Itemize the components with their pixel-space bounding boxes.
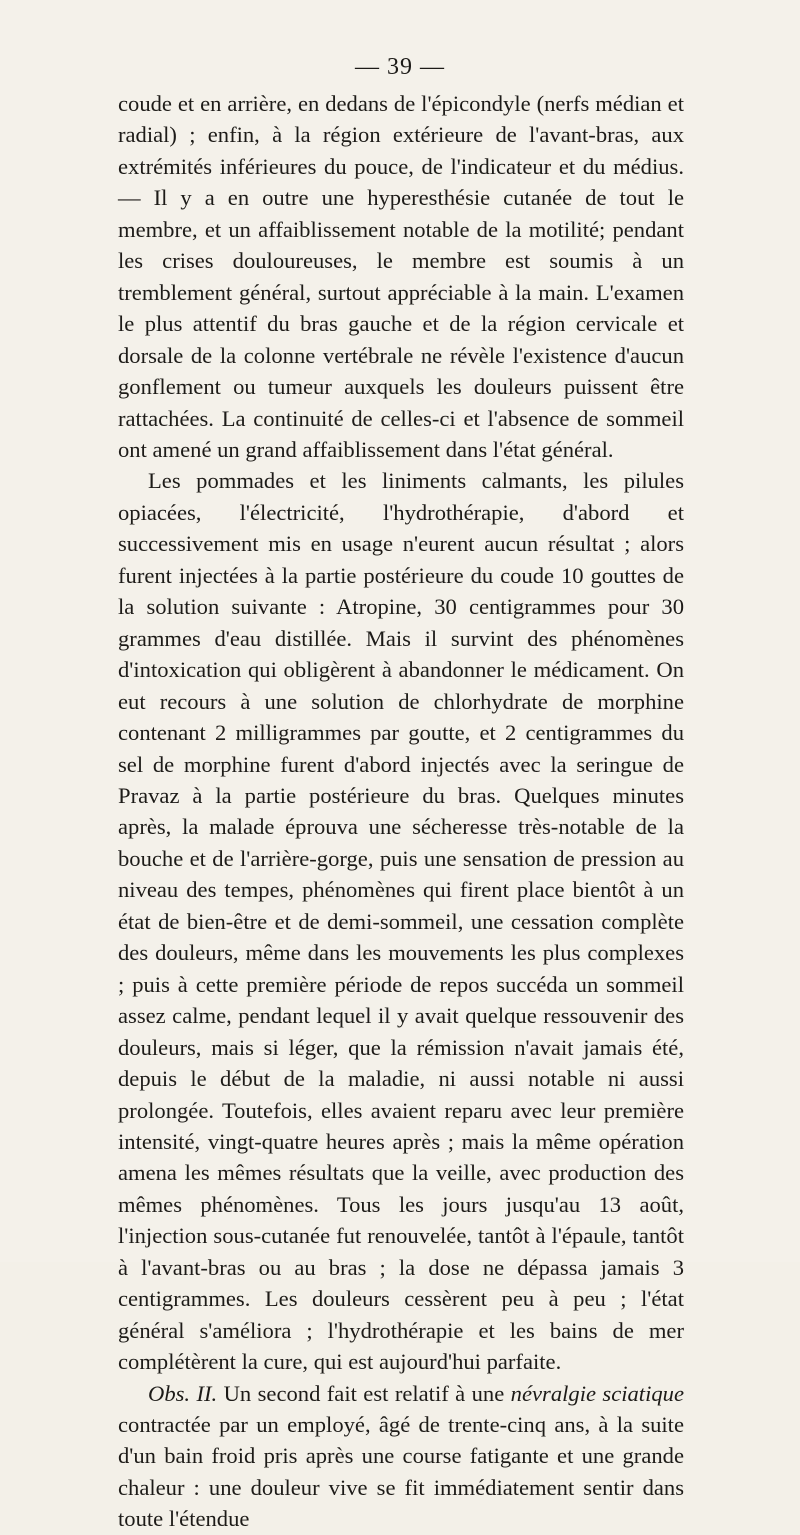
paragraph-2: Les pommades et les liniments calmants, les pilules opiacées, l'électricité, l'hydrothérapie, d'abord et successivement mis en usage n'eurent aucun résultat ; alors furent injectées à la partie postérieure du coude 10 gouttes de la solution suivante : Atropine, 30 centigrammes pour 30 grammes d'eau distillée. Mais il survint des phénomènes d'intoxication qui obligèrent à abandonner le médicament. On eut recours à une solution de chlorhydrate de morphine contenant 2 milligrammes par goutte, et 2 centigrammes du sel de morphine furent d'abord injectés avec la seringue de Pravaz à la partie postérieure du bras. Quelques minutes après, la malade éprouva une sécheresse très-notable de la bouche et de l'arrière-gorge, puis une sensation de pression au niveau des tempes, phénomènes qui firent place bientôt à un état de bien-être et de demi-sommeil, une cessation complète des douleurs, même dans les mouvements les plus complexes ; puis à cette première période de repos succéda un sommeil assez calme, pendant lequel il y avait quelque ressouvenir des douleurs, mais si léger, que la rémission n'avait jamais été, depuis le début de la maladie, ni aussi notable ni aussi prolongée. Toutefois, elles avaient reparu avec leur première intensité, vingt-quatre heures après ; mais la même opération amena les mêmes résultats que la veille, avec production des mêmes phénomènes. Tous les jours jusqu'au 13 août, l'injection sous-cutanée fut renouvelée, tantôt à l'épaule, tantôt à l'avant-bras ou au bras ; la dose ne dépassa jamais 3 centigrammes. Les douleurs cessèrent peu à peu ; l'état général s'améliora ; l'hydrothérapie et les bains de mer complétèrent la cure, qui est aujourd'hui parfaite.: [118, 468, 684, 1375]
paragraph-3-text-b: contractée par un employé, âgé de trente-cinq ans, à la suite d'un bain froid pris après une course fatigante et une grande chaleur : une douleur vive se fit immédiatement sentir dans toute l'étendue: [118, 1412, 684, 1532]
paragraph-1: coude et en arrière, en dedans de l'épicondyle (nerfs médian et radial) ; enfin, à la région extérieure de l'avant-bras, aux extrémités inférieures du pouce, de l'indicateur et du médius. — Il y a en outre une hyperesthésie cutanée de tout le membre, et un affaiblissement notable de la motilité; pendant les crises douloureuses, le membre est soumis à un tremblement général, surtout appréciable à la main. L'examen le plus attentif du bras gauche et de la région cervicale et dorsale de la colonne vertébrale ne révèle l'existence d'aucun gonflement ou tumeur auxquels les douleurs puissent être rattachées. La continuité de celles-ci et l'absence de sommeil ont amené un grand affaiblissement dans l'état général.: [118, 91, 684, 462]
paragraph-3-emphasis: névralgie sciatique: [510, 1380, 684, 1406]
paragraph-3-text-a: Un second fait est relatif à une: [217, 1380, 511, 1406]
page-number: — 39 —: [355, 54, 445, 80]
body-text: [118, 88, 684, 1535]
paragraph-3: [118, 1378, 684, 1535]
observation-label: Obs. II.: [148, 1380, 218, 1406]
